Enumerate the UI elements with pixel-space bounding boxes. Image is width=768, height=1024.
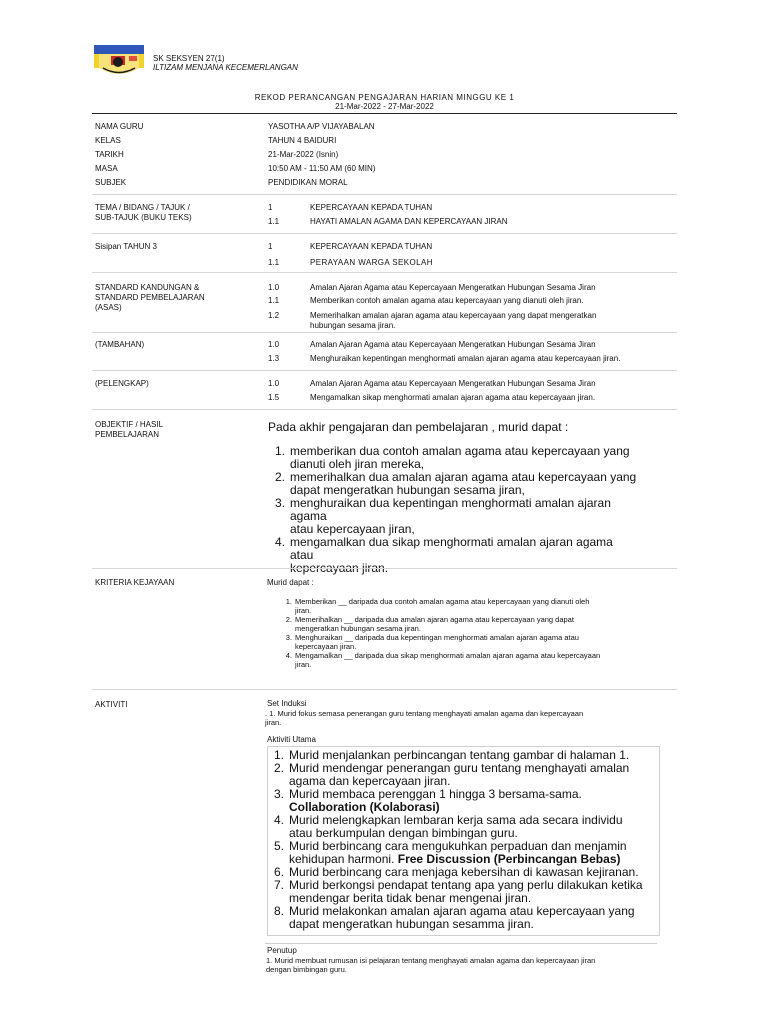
- list-number: 4.: [273, 813, 284, 827]
- info-label: TARIKH: [95, 150, 124, 159]
- divider: [92, 194, 677, 195]
- hots-tag: Collaboration (Kolaborasi): [289, 800, 440, 814]
- list-item: [269, 536, 639, 575]
- list-line: menghuraikan dua kepentingan menghormati amalan ajaran agama: [290, 496, 611, 523]
- divider: [92, 113, 677, 114]
- standard-label: [95, 283, 205, 313]
- objektif-label: [95, 420, 163, 440]
- row-text: HAYATI AMALAN AGAMA DAN KEPERCAYAAN JIRAN: [310, 217, 508, 226]
- list-number: 3.: [273, 787, 284, 801]
- objektif-list: [269, 445, 639, 575]
- row-text: Memberikan contoh amalan agama atau kepercayaan yang dianuti oleh jiran.: [310, 296, 584, 305]
- divider: [92, 370, 677, 371]
- list-line: Murid membaca perenggan 1 hingga 3 bersama-sama.: [289, 787, 582, 801]
- set-induksi-title: Set Induksi: [267, 699, 307, 708]
- list-line: jiran.: [295, 606, 312, 615]
- list-item: [268, 762, 658, 788]
- list-line: jiran.: [295, 660, 312, 669]
- divider: [92, 409, 677, 410]
- objektif-label-line: OBJEKTIF / HASIL: [95, 420, 164, 429]
- list-number: 5.: [273, 839, 284, 853]
- row-number: 1.3: [268, 354, 280, 363]
- divider: [92, 272, 677, 273]
- school-motto: ILTIZAM MENJANA KECEMERLANGAN: [153, 63, 298, 72]
- list-text: [289, 762, 629, 788]
- list-line: kepercayaan jiran.: [290, 561, 389, 575]
- list-text: [289, 788, 582, 814]
- divider: [92, 233, 677, 234]
- school-name: SK SEKSYEN 27(1): [153, 54, 225, 63]
- list-line: Memerihalkan __ daripada dua amalan ajaran agama atau kepercayaan yang dapat: [295, 615, 574, 624]
- list-number: 3.: [274, 496, 285, 510]
- list-line: dianuti oleh jiran mereka,: [290, 457, 425, 471]
- standard-label-line: (ASAS): [95, 303, 122, 312]
- list-number: 2.: [273, 761, 284, 775]
- list-item: [269, 471, 639, 497]
- list-line: dapat mengeratkan hubungan sesamma jiran.: [289, 917, 534, 931]
- row-number: 1.0: [268, 283, 280, 292]
- info-value: TAHUN 4 BAIDURI: [268, 136, 337, 145]
- list-number: 6.: [273, 865, 284, 879]
- row-number: 1: [268, 203, 273, 212]
- list-line: kehidupan harmoni.: [289, 852, 398, 866]
- divider: [92, 568, 677, 569]
- info-value: 21-Mar-2022 (Isnin): [268, 150, 339, 159]
- row-text: PERAYAAN WARGA SEKOLAH: [310, 258, 433, 267]
- info-label: KELAS: [95, 136, 121, 145]
- list-number: 8.: [273, 904, 284, 918]
- list-item: [269, 445, 639, 471]
- info-label: NAMA GURU: [95, 122, 144, 131]
- list-line: Mengamalkan __ daripada dua sikap menghormati amalan ajaran agama atau kepercayaan: [295, 651, 601, 660]
- divider: [92, 689, 677, 690]
- list-text: [290, 536, 639, 575]
- row-text: KEPERCAYAAN KEPADA TUHAN: [310, 203, 433, 212]
- row-number: 1.1: [268, 296, 280, 305]
- penutup-title: Penutup: [267, 946, 297, 955]
- set-induksi-line: jiran.: [265, 718, 282, 727]
- penutup-line: 1. Murid membuat rumusan isi pelajaran tentang menghayati amalan agama dan kepercayaan jiran: [266, 956, 596, 965]
- info-label: SUBJEK: [95, 178, 127, 187]
- row-number: 1.1: [268, 217, 280, 226]
- list-item: [282, 615, 667, 633]
- standard-label-line: STANDARD KANDUNGAN &: [95, 283, 200, 292]
- info-label: MASA: [95, 164, 118, 173]
- tema-label-line: TEMA / BIDANG / TAJUK /: [95, 203, 190, 212]
- list-number: 4.: [274, 535, 285, 549]
- school-logo: [93, 44, 145, 78]
- row-number: 1.2: [268, 311, 280, 320]
- list-text: [290, 445, 630, 471]
- list-line: Murid melakonkan amalan ajaran agama atau kepercayaan yang: [289, 904, 635, 918]
- list-text: [289, 905, 635, 931]
- list-text: [290, 471, 636, 497]
- row-text-line: hubungan sesama jiran.: [310, 321, 396, 330]
- row-text: Mengamalkan sikap menghormati amalan ajaran agama atau kepercayaan jiran.: [310, 393, 596, 402]
- list-item: [268, 879, 658, 905]
- list-text: [289, 840, 627, 866]
- list-item: [268, 814, 658, 840]
- document-title: REKOD PERANCANGAN PENGAJARAN HARIAN MINGGU KE 1: [254, 93, 515, 102]
- row-text-line: Memerihalkan amalan ajaran agama atau kepercayaan yang dapat mengeratkan: [310, 311, 597, 320]
- info-value: YASOTHA A/P VIJAYABALAN: [268, 122, 375, 131]
- list-line: mendengar berita tidak benar mengenai jiran.: [289, 891, 532, 905]
- kriteria-list: [282, 597, 667, 669]
- list-line: Murid mendengar penerangan guru tentang menghayati amalan: [289, 761, 630, 775]
- penutup-line: dengan bimbingan guru.: [266, 965, 347, 974]
- list-line: memberikan dua contoh amalan agama atau kepercayaan yang: [290, 444, 630, 458]
- list-text: [289, 814, 623, 840]
- list-line: Murid berkongsi pendapat tentang apa yang perlu dilakukan ketika: [289, 878, 643, 892]
- list-number: 2.: [274, 470, 285, 484]
- objektif-label-line: PEMBELAJARAN: [95, 430, 160, 439]
- list-number: 1.: [274, 444, 285, 458]
- list-line: agama dan kepercayaan jiran.: [289, 774, 451, 788]
- divider: [92, 332, 677, 333]
- list-line: Murid melengkapkan lembaran kerja sama ada secara individu: [289, 813, 623, 827]
- list-number: 3.: [285, 633, 292, 642]
- list-number: 1.: [285, 597, 292, 606]
- tambahan-label: (TAMBAHAN): [95, 340, 145, 349]
- row-number: 1.1: [268, 258, 280, 267]
- list-line: memerihalkan dua amalan ajaran agama atau kepercayaan yang: [290, 470, 637, 484]
- info-value: PENDIDIKAN MORAL: [268, 178, 348, 187]
- row-number: 1.0: [268, 379, 280, 388]
- list-text: [290, 497, 639, 536]
- list-item: [269, 497, 639, 536]
- set-induksi-line: . 1. Murid fokus semasa penerangan guru tentang menghayati amalan agama dan kepercayaan: [265, 709, 584, 718]
- objektif-intro: Pada akhir pengajaran dan pembelajaran , murid dapat :: [268, 420, 569, 434]
- list-line: Memberikan __ daripada dua contoh amalan agama atau kepercayaan yang dianuti oleh: [295, 597, 590, 606]
- list-text: [289, 879, 643, 905]
- list-number: 1.: [273, 748, 284, 762]
- row-text: Amalan Ajaran Agama atau Kepercayaan Mengeratkan Hubungan Sesama Jiran: [310, 283, 596, 292]
- list-item: [282, 633, 667, 651]
- list-number: 7.: [273, 878, 284, 892]
- list-text: [295, 615, 574, 633]
- standard-label-line: STANDARD PEMBELAJARAN: [95, 293, 205, 302]
- list-item: [268, 840, 658, 866]
- list-item: [282, 651, 667, 669]
- list-item: [268, 788, 658, 814]
- list-text: [295, 597, 589, 615]
- list-line: Menghuraikan __ daripada dua kepentingan menghormati amalan ajaran agama atau: [295, 633, 579, 642]
- row-number: 1.5: [268, 393, 280, 402]
- list-line: atau kepercayaan jiran,: [290, 522, 415, 536]
- list-line: Murid berbincang cara menjaga kebersihan di kawasan kejiranan.: [289, 865, 639, 879]
- row-number: 1.0: [268, 340, 280, 349]
- row-text: Menghuraikan kepentingan menghormati amalan ajaran agama atau kepercayaan jiran.: [310, 354, 621, 363]
- kriteria-label: KRITERIA KEJAYAAN: [95, 578, 175, 587]
- sisipan-label: Sisipan TAHUN 3: [95, 242, 157, 251]
- list-text: [295, 633, 579, 651]
- info-labels: [95, 122, 143, 192]
- kriteria-intro: Murid dapat :: [267, 578, 314, 587]
- list-item: [268, 905, 658, 931]
- row-number: 1: [268, 242, 273, 251]
- list-number: 2.: [285, 615, 292, 624]
- list-text: [295, 651, 600, 669]
- list-line: Murid berbincang cara mengukuhkan perpaduan dan menjamin: [289, 839, 627, 853]
- list-number: 4.: [285, 651, 292, 660]
- list-line: kepercayaan jiran.: [295, 642, 357, 651]
- row-text: KEPERCAYAAN KEPADA TUHAN: [310, 242, 433, 251]
- pelengkap-label: (PELENGKAP): [95, 379, 149, 388]
- list-line: atau berkumpulan dengan bimbingan guru.: [289, 826, 518, 840]
- aktiviti-label: AKTIVITI: [95, 700, 128, 709]
- date-range: 21-Mar-2022 - 27-Mar-2022: [335, 102, 434, 111]
- divider: [265, 943, 657, 944]
- info-values: [268, 122, 375, 192]
- tema-label-line: SUB-TAJUK (BUKU TEKS): [95, 213, 192, 222]
- aktiviti-utama-list: [268, 749, 658, 931]
- row-text: Amalan Ajaran Agama atau Kepercayaan Mengeratkan Hubungan Sesama Jiran: [310, 379, 596, 388]
- info-value: 10:50 AM - 11:50 AM (60 MIN): [268, 164, 376, 173]
- hots-tag: Free Discussion (Perbincangan Bebas): [397, 852, 621, 866]
- list-line: mengeratkan hubungan sesama jiran.: [295, 624, 421, 633]
- list-line: dapat mengeratkan hubungan sesama jiran,: [290, 483, 525, 497]
- list-item: [282, 597, 667, 615]
- row-text: [310, 311, 596, 331]
- aktiviti-utama-title: Aktiviti Utama: [267, 735, 316, 744]
- penutup-text: [266, 956, 666, 974]
- list-line: Murid menjalankan perbincangan tentang gambar di halaman 1.: [289, 748, 630, 762]
- row-text: Amalan Ajaran Agama atau Kepercayaan Mengeratkan Hubungan Sesama Jiran: [310, 340, 596, 349]
- list-line: mengamalkan dua sikap menghormati amalan ajaran agama atau: [290, 535, 613, 562]
- tema-label: [95, 203, 192, 223]
- set-induksi-text: [265, 709, 665, 727]
